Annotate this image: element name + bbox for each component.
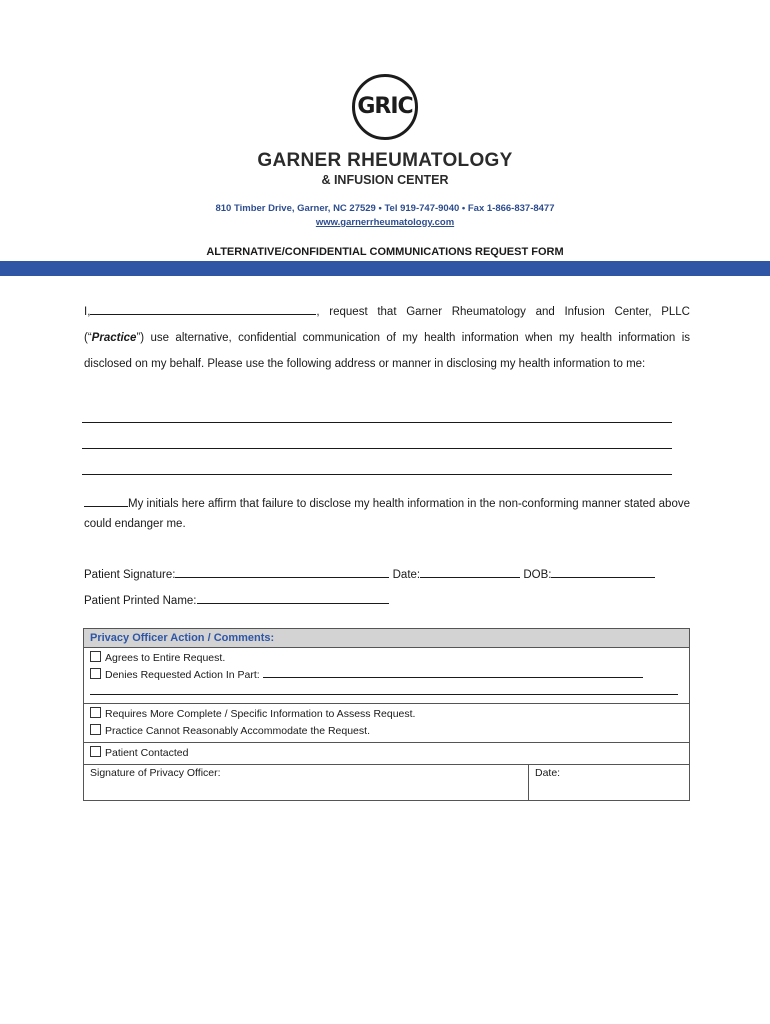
checkbox-icon[interactable] — [90, 746, 101, 757]
privacy-options-group-1 — [84, 648, 690, 704]
address-line-1[interactable] — [82, 422, 672, 423]
address-line-3[interactable] — [82, 474, 672, 475]
checkbox-icon[interactable] — [90, 668, 101, 679]
date-line[interactable] — [420, 565, 520, 578]
initials-line[interactable] — [84, 494, 128, 507]
dob-label: DOB: — [523, 569, 552, 581]
denies-reason-line-2[interactable] — [90, 684, 678, 695]
org-name: GARNER RHEUMATOLOGY — [257, 150, 513, 171]
intro-paragraph — [84, 299, 690, 377]
privacy-options-group-2 — [84, 704, 690, 743]
org-subtitle: & INFUSION CENTER — [321, 173, 449, 187]
officer-signature-label: Signature of Privacy Officer: — [90, 767, 221, 779]
option-label: Denies Requested Action In Part: — [105, 669, 260, 681]
patient-name-line[interactable] — [90, 302, 316, 315]
officer-date-label: Date: — [535, 767, 561, 779]
intro-rest: ”) use alternative, confidential communication of my health information when my health information is disclosed on my behalf. Please use the following address or manner in disclosing my health information to me: — [84, 332, 690, 370]
denies-reason-continued[interactable] — [90, 684, 683, 701]
contact-info: 810 Timber Drive, Garner, NC 27529 • Tel 919-747-9040 • Fax 1-866-837-8477 — [215, 203, 555, 214]
option-label: Patient Contacted — [105, 747, 189, 759]
privacy-heading: Privacy Officer Action / Comments: — [84, 629, 690, 648]
option-label: Practice Cannot Reasonably Accommodate the Request. — [105, 725, 370, 737]
patient-signature-line[interactable] — [175, 565, 389, 578]
initials-paragraph — [84, 494, 690, 534]
printed-name-line[interactable] — [197, 591, 389, 604]
intro-after-name: , request that Garner Rheumatology and Infusion Center, PLLC (“ — [84, 306, 690, 344]
date-label: Date: — [392, 569, 421, 581]
officer-date-cell[interactable] — [529, 765, 690, 801]
option-label: Agrees to Entire Request. — [105, 652, 226, 664]
printed-name-row — [84, 591, 389, 607]
initials-text: My initials here affirm that failure to disclose my health information in the non-conforming manner stated above could endanger me. — [84, 498, 690, 530]
address-line-2[interactable] — [82, 448, 672, 449]
form-title: ALTERNATIVE/CONFIDENTIAL COMMUNICATIONS REQUEST FORM — [206, 246, 564, 258]
checkbox-icon[interactable] — [90, 724, 101, 735]
logo — [0, 74, 770, 145]
patient-signature-label: Patient Signature: — [84, 569, 176, 581]
denies-reason-line[interactable] — [263, 667, 643, 678]
option-requires-more[interactable] — [90, 706, 683, 723]
option-agrees[interactable] — [90, 650, 683, 667]
checkbox-icon[interactable] — [90, 651, 101, 662]
officer-signature-cell[interactable] — [84, 765, 529, 801]
intro-practice: Practice — [91, 332, 137, 344]
intro-prefix: I, — [84, 306, 91, 318]
signature-row — [84, 565, 655, 581]
checkbox-icon[interactable] — [90, 707, 101, 718]
option-denies[interactable] — [90, 667, 683, 684]
option-cannot-accommodate[interactable] — [90, 723, 683, 740]
dob-line[interactable] — [551, 565, 655, 578]
header-divider-bar — [0, 261, 770, 276]
website-link[interactable]: www.garnerrheumatology.com — [315, 217, 455, 228]
printed-name-label: Patient Printed Name: — [84, 595, 197, 607]
logo-circle-icon — [352, 74, 418, 140]
option-patient-contacted[interactable] — [90, 745, 683, 762]
logo-text: GRIC — [357, 94, 413, 119]
privacy-officer-table — [83, 628, 690, 801]
privacy-options-group-3 — [84, 743, 690, 765]
option-label: Requires More Complete / Specific Information to Assess Request. — [105, 708, 416, 720]
